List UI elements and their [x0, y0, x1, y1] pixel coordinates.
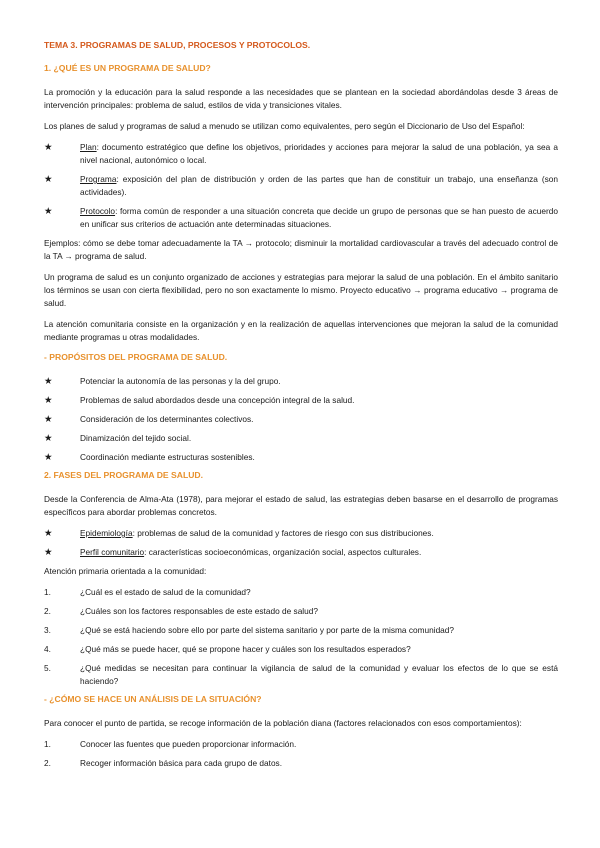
list-item-text: Problemas de salud abordados desde una concepción integral de la salud. [80, 395, 355, 405]
paragraph: La promoción y la educación para la salud responde a las necesidades que se plantean en la sociedad abordándolas desde 3 áreas de intervención principales: problema de salud, estilos de vida y transiciones vitales. [44, 87, 558, 110]
item-text: ¿Qué medidas se necesitan para continuar la vigilancia de salud de la comunidad y evaluar los efectos de lo que se está haciendo? [80, 663, 558, 686]
paragraph: La atención comunitaria consiste en la organización y en la realización de aquellas intervenciones que mejoran la salud de la comunidad mediante programas u otras modalidades. [44, 319, 558, 342]
item-number: 2. [44, 758, 51, 768]
list-item [44, 141, 558, 167]
star-bullet-icon: ★ [44, 528, 53, 539]
numbered-item [44, 605, 558, 618]
list-item-text: Dinamización del tejido social. [80, 433, 192, 443]
document-page [44, 40, 558, 776]
section-2-heading: 2. FASES DEL PROGRAMA DE SALUD. [44, 470, 204, 480]
item-number: 1. [44, 587, 51, 597]
definition: : documento estratégico que define los objetivos, prioridades y acciones para mejorar la salud de una población, ya sea a nivel nacional, autonómico o local. [80, 142, 558, 165]
list-item [44, 394, 558, 407]
item-text: ¿Qué más se puede hacer, qué se propone hacer y cuáles son los resultados esperados? [80, 644, 411, 654]
item-text: ¿Qué se está haciendo sobre ello por parte del sistema sanitario y por parte de la misma comunidad? [80, 625, 455, 635]
term: Perfil comunitario [80, 547, 145, 557]
definition: : forma común de responder a una situación concreta que decide un grupo de personas que se han puesto de acuerdo en unificar sus criterios de actuación ante determinadas situaciones. [80, 206, 558, 229]
term: Plan [80, 142, 97, 152]
list-item [44, 546, 558, 559]
star-bullet-icon: ★ [44, 142, 53, 153]
star-bullet-icon: ★ [44, 395, 53, 406]
list-item [44, 205, 558, 231]
document-title: TEMA 3. PROGRAMAS DE SALUD, PROCESOS Y PROTOCOLOS. [44, 40, 311, 50]
list-item-text: Coordinación mediante estructuras sostenibles. [80, 452, 255, 462]
list-item-text: Consideración de los determinantes colectivos. [80, 414, 254, 424]
numbered-item [44, 624, 558, 637]
star-bullet-icon: ★ [44, 433, 53, 444]
item-text: Recoger información básica para cada grupo de datos. [80, 758, 283, 768]
item-number: 3. [44, 625, 51, 635]
numbered-item [44, 662, 558, 688]
item-number: 1. [44, 739, 51, 749]
list-item [44, 527, 558, 540]
definition: : características socioeconómicas, organización social, aspectos culturales. [144, 547, 422, 557]
list-item [44, 432, 558, 445]
numbered-item [44, 738, 558, 751]
star-bullet-icon: ★ [44, 547, 53, 558]
item-number: 2. [44, 606, 51, 616]
definition: : exposición del plan de distribución y orden de las partes que han de constituir un trabajo, una enseñanza (son actividades). [80, 174, 558, 197]
item-text: ¿Cuál es el estado de salud de la comunidad? [80, 587, 251, 597]
term: Programa [80, 174, 117, 184]
paragraph: Desde la Conferencia de Alma-Ata (1978), para mejorar el estado de salud, las estrategias deben basarse en el desarrollo de programas específicos para abordar problemas concretos. [44, 494, 558, 517]
paragraph: Para conocer el punto de partida, se recoge información de la población diana (factores relacionados con esos comportamientos): [44, 718, 522, 728]
star-bullet-icon: ★ [44, 206, 53, 217]
numbered-item [44, 643, 558, 656]
list-item [44, 451, 558, 464]
definition: : problemas de salud de la comunidad y factores de riesgo con sus distribuciones. [132, 528, 434, 538]
section-1-heading: 1. ¿QUÉ ES UN PROGRAMA DE SALUD? [44, 63, 211, 73]
star-bullet-icon: ★ [44, 174, 53, 185]
term: Epidemiología [80, 528, 133, 538]
numbered-item [44, 757, 558, 770]
item-text: ¿Cuáles son los factores responsables de este estado de salud? [80, 606, 318, 616]
star-bullet-icon: ★ [44, 376, 53, 387]
paragraph: Ejemplos: cómo se debe tomar adecuadamente la TA → protocolo; disminuir la mortalidad cardiovascular a través del adecuado control de la TA → programa de salud. [44, 238, 558, 261]
analysis-heading: - ¿CÓMO SE HACE UN ANÁLISIS DE LA SITUACIÓN? [44, 694, 262, 704]
paragraph: Un programa de salud es un conjunto organizado de acciones y estrategias para mejorar la salud de una población. En el ámbito sanitario los términos se usan con cierta flexibilidad, pero no son exactamente lo mismo. Proyecto educativo → programa educativo → programa de salud. [44, 272, 558, 308]
item-number: 4. [44, 644, 51, 654]
numbered-item [44, 586, 558, 599]
item-number: 5. [44, 663, 51, 673]
list-item [44, 375, 558, 388]
item-text: Conocer las fuentes que pueden proporcionar información. [80, 739, 297, 749]
list-item [44, 413, 558, 426]
paragraph: Los planes de salud y programas de salud a menudo se utilizan como equivalentes, pero según el Diccionario de Uso del Español: [44, 121, 525, 131]
paragraph: Atención primaria orientada a la comunidad: [44, 566, 207, 576]
star-bullet-icon: ★ [44, 452, 53, 463]
term: Protocolo [80, 206, 116, 216]
list-item-text: Potenciar la autonomía de las personas y la del grupo. [80, 376, 281, 386]
star-bullet-icon: ★ [44, 414, 53, 425]
list-item [44, 173, 558, 199]
purposes-heading: - PROPÓSITOS DEL PROGRAMA DE SALUD. [44, 352, 228, 362]
